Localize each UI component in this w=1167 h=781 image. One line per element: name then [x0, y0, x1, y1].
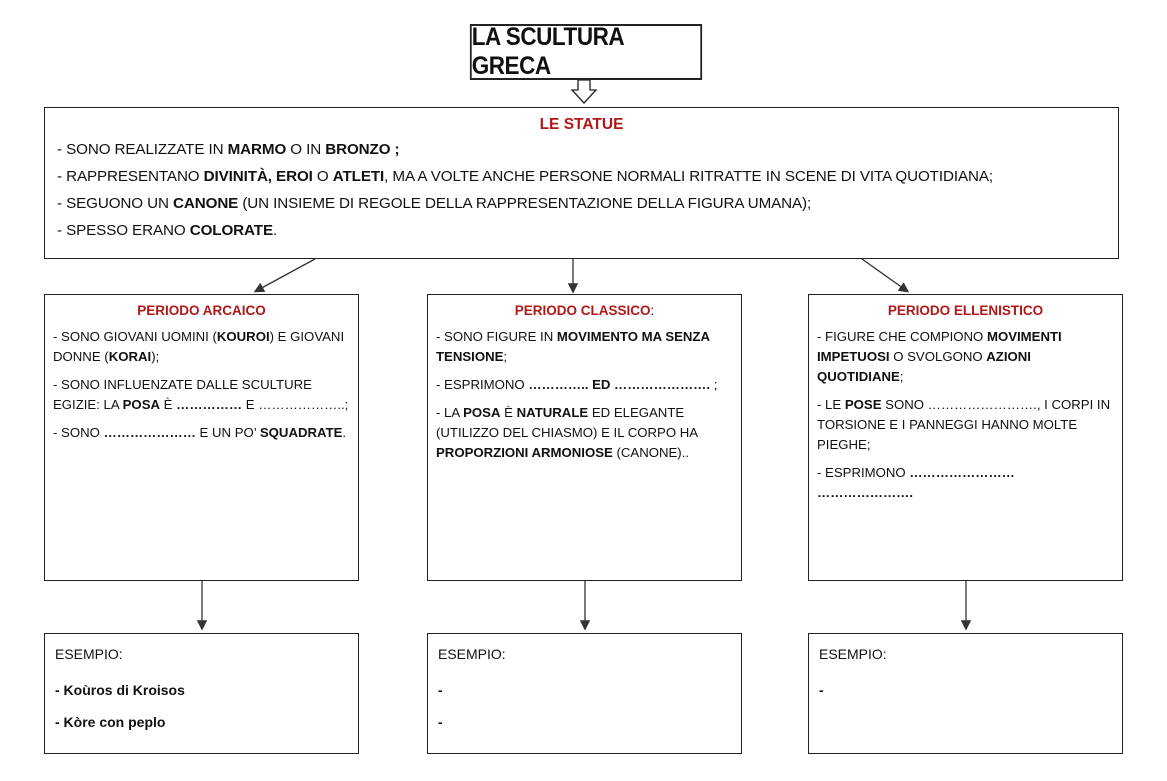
example-ellenistico-box: [808, 633, 1123, 754]
example-classico-item: -: [438, 714, 443, 730]
statue-line-4: - SPESSO ERANO COLORATE.: [57, 222, 278, 239]
arcaico-point-2: - SONO INFLUENZATE DALLE SCULTURE EGIZIE: LA POSA È …………… E ………………..;: [53, 377, 349, 412]
arcaico-point-1: - SONO GIOVANI UOMINI (KOUROI) E GIOVANI DONNE (KORAI);: [53, 329, 345, 364]
example-classico-item: -: [438, 682, 443, 698]
statue-box: [44, 107, 1119, 259]
example-arcaico-heading: ESEMPIO:: [55, 646, 123, 662]
ellenistico-point-2: - LE POSE SONO ……………………., I CORPI IN TORSIONE E I PANNEGGI HANNO MOLTE PIEGHE;: [817, 397, 1111, 452]
classico-point-3: - LA POSA È NATURALE ED ELEGANTE (UTILIZZO DEL CHIASMO) E IL CORPO HA PROPORZIONI ARMONIOSE (CANONE)..: [436, 405, 698, 460]
classico-point-2: - ESPRIMONO ………….. ED …………………. ;: [436, 377, 718, 392]
example-arcaico-box: [44, 633, 359, 754]
statue-line-2: - RAPPRESENTANO DIVINITÀ, EROI O ATLETI, MA A VOLTE ANCHE PERSONE NORMALI RITRATTE IN SCENE DI VITA QUOTIDIANA;: [57, 168, 994, 185]
example-classico-box: [427, 633, 742, 754]
example-arcaico-item: - Kòre con peplo: [55, 714, 166, 730]
example-ellenistico-item: -: [819, 682, 824, 698]
classico-point-1: - SONO FIGURE IN MOVIMENTO MA SENZA TENSIONE;: [436, 329, 710, 364]
example-classico-heading: ESEMPIO:: [438, 646, 506, 662]
period-arcaico-box: [44, 294, 359, 581]
arrow-to-arcaico: [256, 259, 315, 291]
arrow-to-ellenistico: [862, 259, 907, 291]
example-ellenistico-heading: ESEMPIO:: [819, 646, 887, 662]
ellenistico-point-3: - ESPRIMONO …………………… ………………….: [817, 465, 1015, 500]
period-ellenistico-box: [808, 294, 1123, 581]
ellenistico-point-1: - FIGURE CHE COMPIONO MOVIMENTI IMPETUOSI O SVOLGONO AZIONI QUOTIDIANE;: [817, 329, 1062, 384]
page-title: LA SCULTURA GRECA: [471, 23, 624, 80]
example-arcaico-item: - Koùros di Kroisos: [55, 682, 185, 698]
statue-line-1: - SONO REALIZZATE IN MARMO O IN BRONZO ;: [57, 141, 400, 158]
statue-heading: LE STATUE: [539, 116, 624, 133]
period-classico-box: [427, 294, 742, 581]
period-ellenistico-heading: PERIODO ELLENISTICO: [887, 303, 1044, 318]
period-classico-heading: PERIODO CLASSICO:: [514, 303, 655, 318]
hollow-down-arrow-icon: [572, 80, 596, 103]
arcaico-point-3: - SONO ………………… E UN PO’ SQUADRATE.: [53, 425, 347, 440]
statue-line-3: - SEGUONO UN CANONE (UN INSIEME DI REGOLE DELLA RAPPRESENTAZIONE DELLA FIGURA UMANA);: [57, 195, 812, 212]
period-arcaico-heading: PERIODO ARCAICO: [137, 303, 266, 318]
